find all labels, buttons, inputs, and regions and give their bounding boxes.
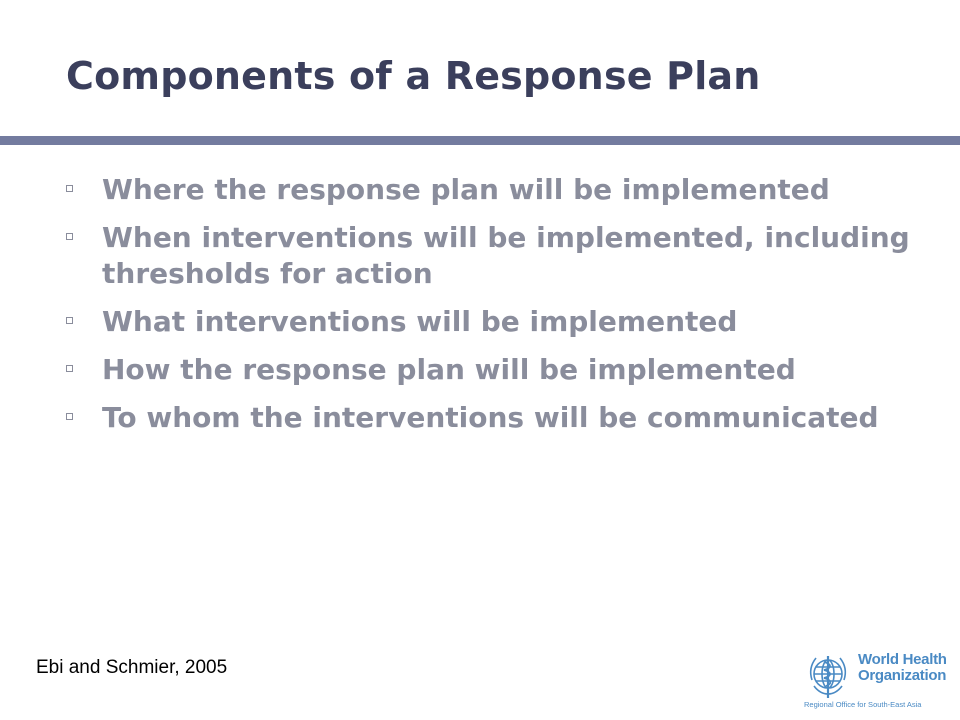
bullet-item xyxy=(66,220,926,292)
bullet-list xyxy=(66,172,926,448)
square-bullet-icon xyxy=(66,365,73,372)
who-logo xyxy=(800,648,952,710)
bullet-text: When interventions will be implemented, including thresholds for action xyxy=(102,221,910,290)
bullet-item xyxy=(66,172,926,208)
bullet-text: What interventions will be implemented xyxy=(102,305,738,338)
bullet-text: How the response plan will be implemented xyxy=(102,353,796,386)
bullet-text: Where the response plan will be implemented xyxy=(102,173,830,206)
bullet-item xyxy=(66,304,926,340)
square-bullet-icon xyxy=(66,185,73,192)
citation: Ebi and Schmier, 2005 xyxy=(36,657,228,678)
bullet-item xyxy=(66,352,926,388)
who-name xyxy=(858,652,947,684)
bullet-item xyxy=(66,400,926,436)
who-emblem-icon xyxy=(802,650,854,702)
title-divider xyxy=(0,136,960,145)
square-bullet-icon xyxy=(66,233,73,240)
square-bullet-icon xyxy=(66,317,73,324)
who-region: Regional Office for South-East Asia xyxy=(804,700,922,709)
bullet-text: To whom the interventions will be communicated xyxy=(102,401,879,434)
slide-title: Components of a Response Plan xyxy=(66,54,761,98)
who-name-line1: World Health xyxy=(858,651,947,668)
square-bullet-icon xyxy=(66,413,73,420)
who-name-line2: Organization xyxy=(858,667,947,684)
